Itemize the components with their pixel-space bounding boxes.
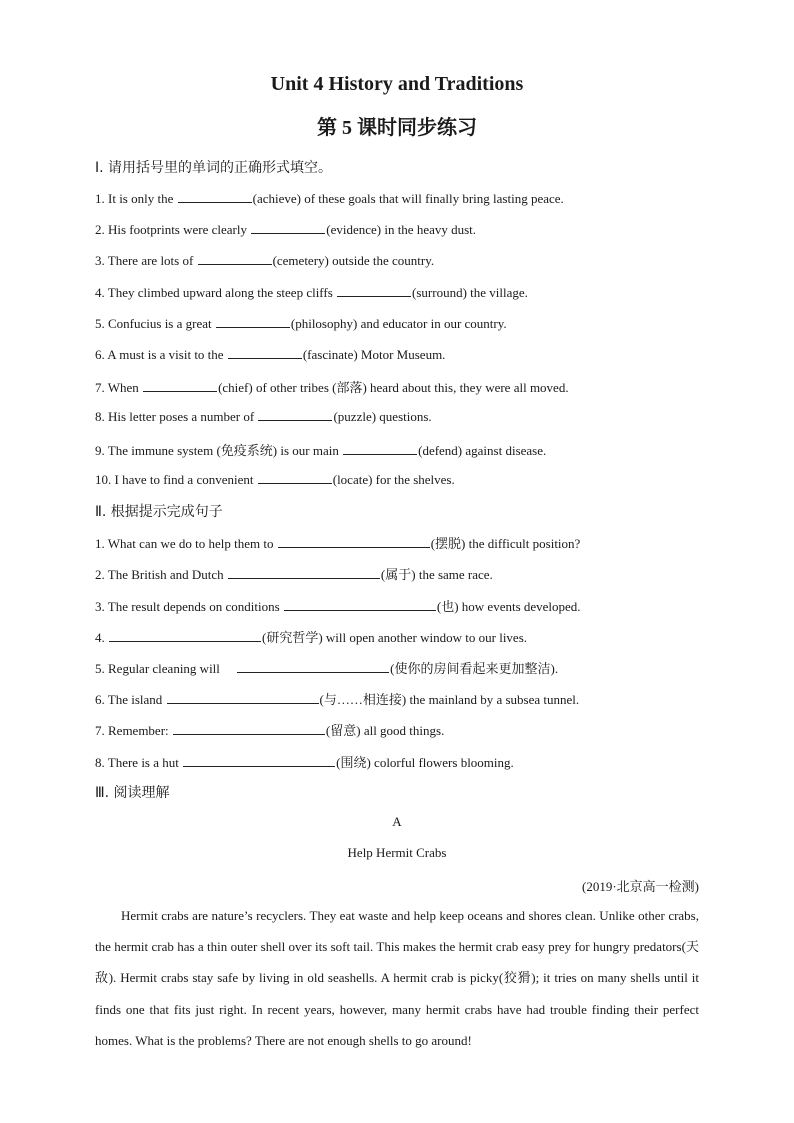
answer-blank[interactable] xyxy=(109,629,261,642)
exercise-2-item xyxy=(95,596,581,615)
item-text-after: (属于) the same race. xyxy=(380,567,493,582)
item-text-before: 7. Remember: xyxy=(95,723,172,738)
section-3-heading: Ⅲ. 阅读理解 xyxy=(95,785,170,801)
answer-blank[interactable] xyxy=(251,221,325,234)
answer-blank[interactable] xyxy=(228,346,302,359)
exercise-1-item xyxy=(95,315,507,332)
item-text-after: (chief) of other tribes (部落) heard about this, they were all moved. xyxy=(218,380,569,395)
answer-blank[interactable] xyxy=(198,252,272,265)
item-text-after: (使你的房间看起来更加整洁). xyxy=(390,661,559,676)
answer-blank[interactable] xyxy=(178,190,252,203)
exercise-2-item xyxy=(95,689,579,708)
exercise-2-item xyxy=(95,720,444,739)
passage-paragraph: Hermit crabs are nature’s recyclers. They eat waste and help keep oceans and shores clean. Unlike other crabs, the hermit crab has a thin outer shell over its soft tail. This makes the hermit crab easy prey for hungry predators(天敌). Hermit crabs stay safe by living in old seashells. A hermit crab is picky(狡猾); it tries on many shells until it finds one that fits just right. In recent years, however, many hermit crabs have had trouble finding their perfect homes. What is the problems? There are not enough shells to go around! xyxy=(95,908,699,1048)
item-text-before: 1. It is only the xyxy=(95,191,177,206)
passage-body xyxy=(95,900,699,1056)
passage-title: Help Hermit Crabs xyxy=(347,845,447,860)
answer-blank[interactable] xyxy=(258,408,332,421)
exercise-2-item xyxy=(95,533,580,552)
item-text-before: 2. The British and Dutch xyxy=(95,567,227,582)
answer-blank[interactable] xyxy=(167,691,319,704)
unit-title: Unit 4 History and Traditions xyxy=(270,73,524,95)
answer-blank[interactable] xyxy=(183,754,335,767)
answer-blank[interactable] xyxy=(343,442,417,455)
item-text-after: (cemetery) outside the country. xyxy=(272,253,435,268)
item-text-after: (研究哲学) will open another window to our lives. xyxy=(262,630,528,645)
item-text-before: 8. His letter poses a number of xyxy=(95,409,258,424)
item-text-before: 3. There are lots of xyxy=(95,253,197,268)
passage-source: (2019·北京高一检测) xyxy=(582,879,699,894)
answer-blank[interactable] xyxy=(337,284,411,297)
item-text-after: (摆脱) the difficult position? xyxy=(430,536,581,551)
lesson-subtitle: 第 5 课时同步练习 xyxy=(317,117,477,139)
item-text-before: 7. When xyxy=(95,380,143,395)
item-text-after: (philosophy) and educator in our country. xyxy=(290,316,507,331)
exercise-2-item xyxy=(95,564,493,583)
exercise-1-item xyxy=(95,221,476,238)
item-text-before: 9. The immune system (免疫系统) is our main xyxy=(95,443,343,458)
item-text-before: 1. What can we do to help them to xyxy=(95,536,277,551)
item-text-after: (fascinate) Motor Museum. xyxy=(302,347,446,362)
answer-blank[interactable] xyxy=(278,535,430,548)
item-text-after: (surround) the village. xyxy=(412,285,528,300)
item-text-before: 4. They climbed upward along the steep cliffs xyxy=(95,285,337,300)
item-text-after: (也) how events developed. xyxy=(436,599,581,614)
item-text-after: (留意) all good things. xyxy=(325,723,445,738)
item-text-after: (locate) for the shelves. xyxy=(332,472,455,487)
exercise-1-item xyxy=(95,190,564,207)
item-text-after: (与……相连接) the mainland by a subsea tunnel. xyxy=(319,692,580,707)
exercise-1-item xyxy=(95,440,546,459)
exercise-1-item xyxy=(95,408,432,425)
exercise-2-item xyxy=(95,658,558,677)
answer-blank[interactable] xyxy=(258,471,332,484)
exercise-1-item xyxy=(95,252,434,269)
answer-blank[interactable] xyxy=(228,566,380,579)
exercise-1-item xyxy=(95,346,445,363)
item-text-before: 10. I have to find a convenient xyxy=(95,472,257,487)
item-text-before: 6. A must is a visit to the xyxy=(95,347,227,362)
item-text-after: (puzzle) questions. xyxy=(333,409,432,424)
exercise-1-item xyxy=(95,284,528,301)
item-text-before: 4. xyxy=(95,630,108,645)
item-text-before: 8. There is a hut xyxy=(95,755,183,770)
answer-blank[interactable] xyxy=(143,379,217,392)
answer-blank[interactable] xyxy=(284,598,436,611)
exercise-2-item xyxy=(95,627,527,646)
item-text-after: (achieve) of these goals that will finally bring lasting peace. xyxy=(252,191,564,206)
exercise-1-item xyxy=(95,377,569,396)
item-text-before: 6. The island xyxy=(95,692,166,707)
answer-blank[interactable] xyxy=(173,722,325,735)
item-text-before: 2. His footprints were clearly xyxy=(95,222,251,237)
exercise-1-item xyxy=(95,471,455,488)
exercise-2-item xyxy=(95,752,514,771)
item-text-before: 5. Regular cleaning will xyxy=(95,661,237,676)
item-text-after: (evidence) in the heavy dust. xyxy=(326,222,477,237)
item-text-after: (defend) against disease. xyxy=(418,443,547,458)
passage-letter: A xyxy=(392,814,402,829)
answer-blank[interactable] xyxy=(216,315,290,328)
section-2-heading: Ⅱ. 根据提示完成句子 xyxy=(95,504,223,520)
item-text-after: (围绕) colorful flowers blooming. xyxy=(336,755,514,770)
item-text-before: 5. Confucius is a great xyxy=(95,316,215,331)
answer-blank[interactable] xyxy=(237,660,389,673)
section-1-heading: Ⅰ. 请用括号里的单词的正确形式填空。 xyxy=(95,160,333,176)
item-text-before: 3. The result depends on conditions xyxy=(95,599,283,614)
